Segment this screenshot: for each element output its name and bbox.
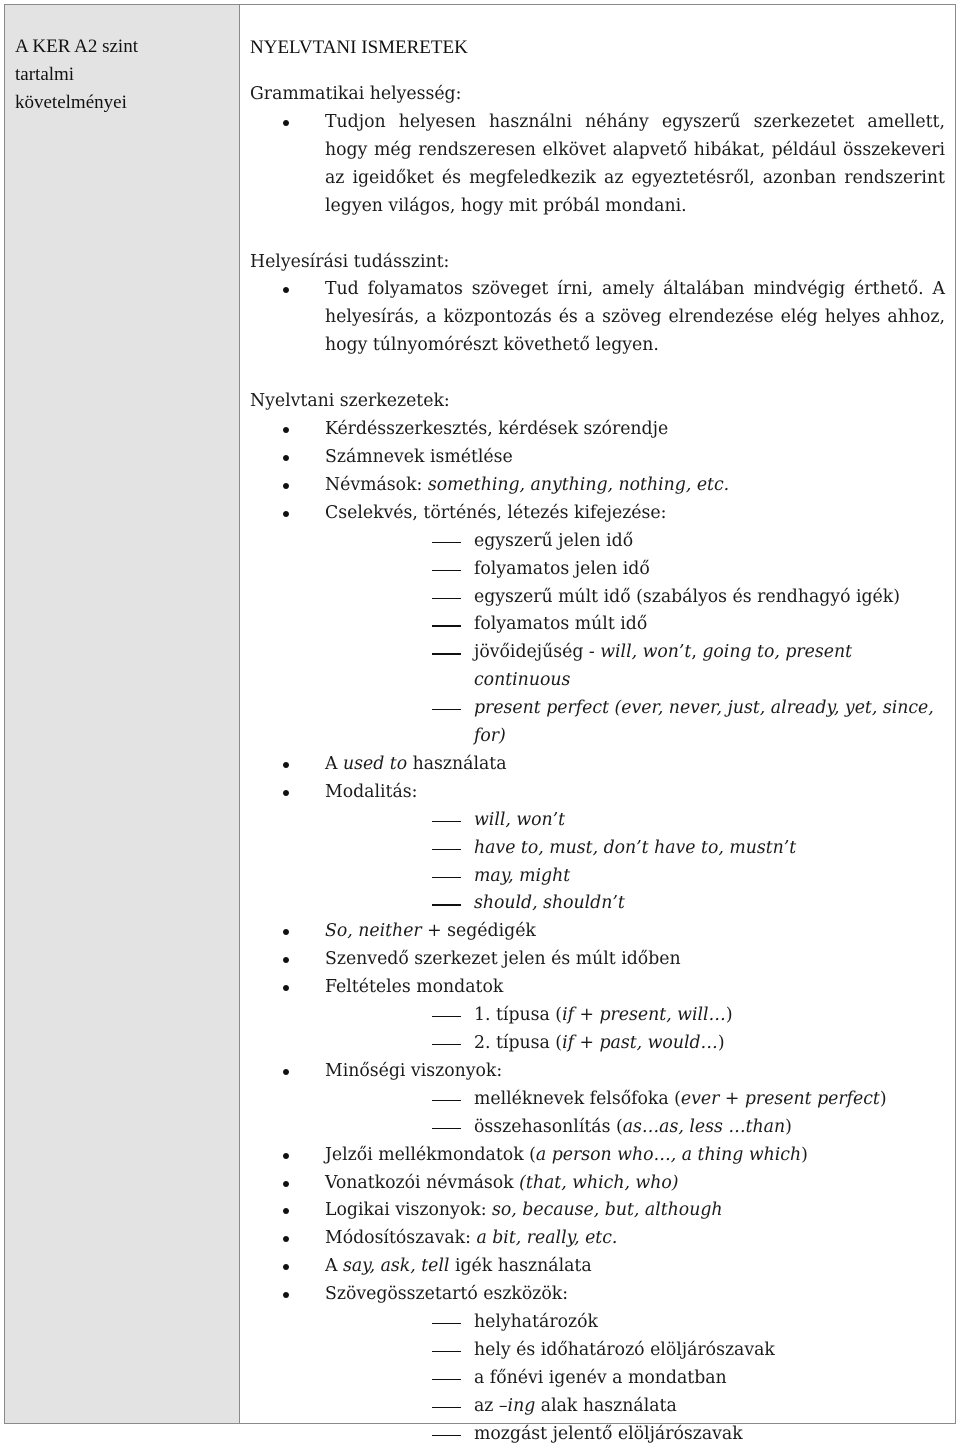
item-text: igék használata [449, 1256, 592, 1277]
item-text: Szövegösszetartó eszközök: [325, 1284, 569, 1305]
example-text: used to [342, 753, 408, 774]
example-text: present, will… [599, 1005, 726, 1026]
item-text: ) [879, 1088, 887, 1109]
example-text: So, neither [325, 921, 422, 942]
item-text: ) [717, 1033, 725, 1053]
structures-section-title: Nyelvtani szerkezetek: [250, 391, 450, 412]
list-item [250, 779, 945, 919]
item-text: Logikai viszonyok: [325, 1200, 493, 1221]
example-text: a bit, really, etc. [476, 1228, 618, 1249]
item-text: A [325, 1256, 343, 1277]
list-item [250, 1142, 945, 1170]
item-text: + [574, 1005, 600, 1026]
level-label-line: tartalmi [15, 64, 75, 85]
example-text: will, won’t [600, 642, 692, 663]
level-label-line: A KER A2 szint [15, 36, 138, 57]
item-text: az [474, 1395, 499, 1416]
list-item: Szenvedő szerkezet jelen és múlt időben [250, 946, 945, 974]
sublist-item: egyszerű jelen idő [325, 528, 945, 556]
sublist-item: have to, must, don’t have to, mustn’t [325, 835, 945, 863]
example-text: if [562, 1005, 574, 1026]
list-item [250, 1281, 945, 1448]
example-text: as…as, less …than [622, 1116, 786, 1137]
example-text: a person who…, a thing which [535, 1144, 802, 1165]
sublist-item [325, 1002, 945, 1030]
sublist-item: should, shouldn’t [325, 890, 945, 918]
list-item [250, 1197, 945, 1225]
item-text: + [574, 1033, 600, 1053]
item-text: ) [725, 1005, 733, 1026]
sublist-item: a főnévi igenév a mondatban [325, 1365, 945, 1393]
list-item [250, 472, 945, 500]
item-text: Vonatkozói névmások [325, 1172, 520, 1193]
example-text: something, anything, nothing, etc. [427, 474, 730, 495]
example-text: ever + present perfect [680, 1088, 880, 1109]
example-text: so, because, but, although [492, 1200, 723, 1221]
sublist-item: present perfect (ever, never, just, already, yet, since, for) [325, 695, 945, 751]
list-item: Tud folyamatos szöveget írni, amely általában mindvégig érthető. A helyesírás, a központozás és a szöveg elrendezése elég helyes ahhoz, hogy túlnyomórészt követhető legyen. [250, 276, 945, 360]
sublist-item [325, 639, 945, 695]
example-text: going to, present continuous [474, 642, 853, 691]
item-text: ) [801, 1144, 808, 1165]
sublist-item [325, 1086, 945, 1114]
sublist-item: helyhatározók [325, 1309, 945, 1337]
sublist-item: folyamatos múlt idő [325, 611, 945, 639]
item-text: Cselekvés, történés, létezés kifejezése: [325, 502, 667, 523]
grammar-list [250, 109, 945, 221]
modality-sublist [325, 807, 945, 919]
item-text: Modalitás: [325, 781, 418, 802]
list-item: Tudjon helyesen használni néhány egyszerű szerkezetet amellett, hogy még rendszeresen elkövet alapvető hibákat, például összekeveri az igeidőket és megfeledkezik az egyeztetésről, azonban rendszerint legyen világos, hogy mit próbál mondani. [250, 109, 945, 221]
example-text: (that, which, who) [519, 1172, 679, 1193]
item-text: összehasonlítás ( [474, 1116, 623, 1137]
sublist-item: will, won’t [325, 807, 945, 835]
example-text: say, ask, tell [342, 1256, 450, 1277]
qualitative-sublist [325, 1086, 945, 1142]
item-text: alak használata [535, 1395, 677, 1416]
sublist-item: mozgást jelentő elöljárószavak [325, 1421, 945, 1449]
main-title: NYELVTANI ISMERETEK [250, 37, 468, 58]
list-item: Kérdésszerkesztés, kérdések szórendje [250, 416, 945, 444]
list-item [250, 974, 945, 1058]
item-text: használata [407, 753, 507, 774]
list-item [250, 1253, 945, 1281]
sublist-item: hely és időhatározó elöljárószavak [325, 1337, 945, 1365]
sublist-item [325, 1393, 945, 1421]
content-cell [240, 5, 955, 1444]
item-text: A [325, 753, 343, 774]
example-text: past, would… [599, 1033, 718, 1053]
sublist-item: folyamatos jelen idő [325, 556, 945, 584]
item-text: + segédigék [421, 921, 536, 942]
example-text: –ing [498, 1395, 536, 1416]
conditionals-sublist [325, 1002, 945, 1058]
item-text: jövőidejűség - [474, 642, 601, 663]
spelling-list [250, 276, 945, 360]
sublist-item [325, 1030, 945, 1058]
tense-sublist [325, 528, 945, 751]
requirements-table [4, 4, 956, 1444]
list-item [250, 1225, 945, 1253]
sublist-item: may, might [325, 863, 945, 891]
item-text: 1. típusa ( [474, 1005, 563, 1026]
list-item [250, 751, 945, 779]
item-text: ) [785, 1116, 792, 1137]
level-label-cell [5, 5, 240, 1423]
list-item [250, 918, 945, 946]
item-text: Feltételes mondatok [325, 977, 504, 998]
sublist-item [325, 1114, 945, 1142]
item-text: Névmások: [325, 474, 428, 495]
list-item [250, 500, 945, 751]
example-text: if [562, 1033, 574, 1053]
item-text: , [691, 642, 703, 663]
level-label-line: követelményei [15, 92, 127, 113]
item-text: Minőségi viszonyok: [325, 1060, 503, 1081]
item-text: Módosítószavak: [325, 1228, 477, 1249]
list-item: Számnevek ismétlése [250, 444, 945, 472]
item-text: melléknevek felsőfoka ( [474, 1088, 681, 1109]
structures-list [250, 416, 945, 1449]
list-item [250, 1170, 945, 1198]
list-item [250, 1058, 945, 1142]
item-text: 2. típusa ( [474, 1033, 563, 1053]
sublist-item: egyszerű múlt idő (szabályos és rendhagyó igék) [325, 584, 945, 612]
item-text: Jelzői mellékmondatok ( [325, 1144, 536, 1165]
grammar-section-title: Grammatikai helyesség: [250, 84, 462, 104]
spelling-section-title: Helyesírási tudásszint: [250, 251, 450, 272]
